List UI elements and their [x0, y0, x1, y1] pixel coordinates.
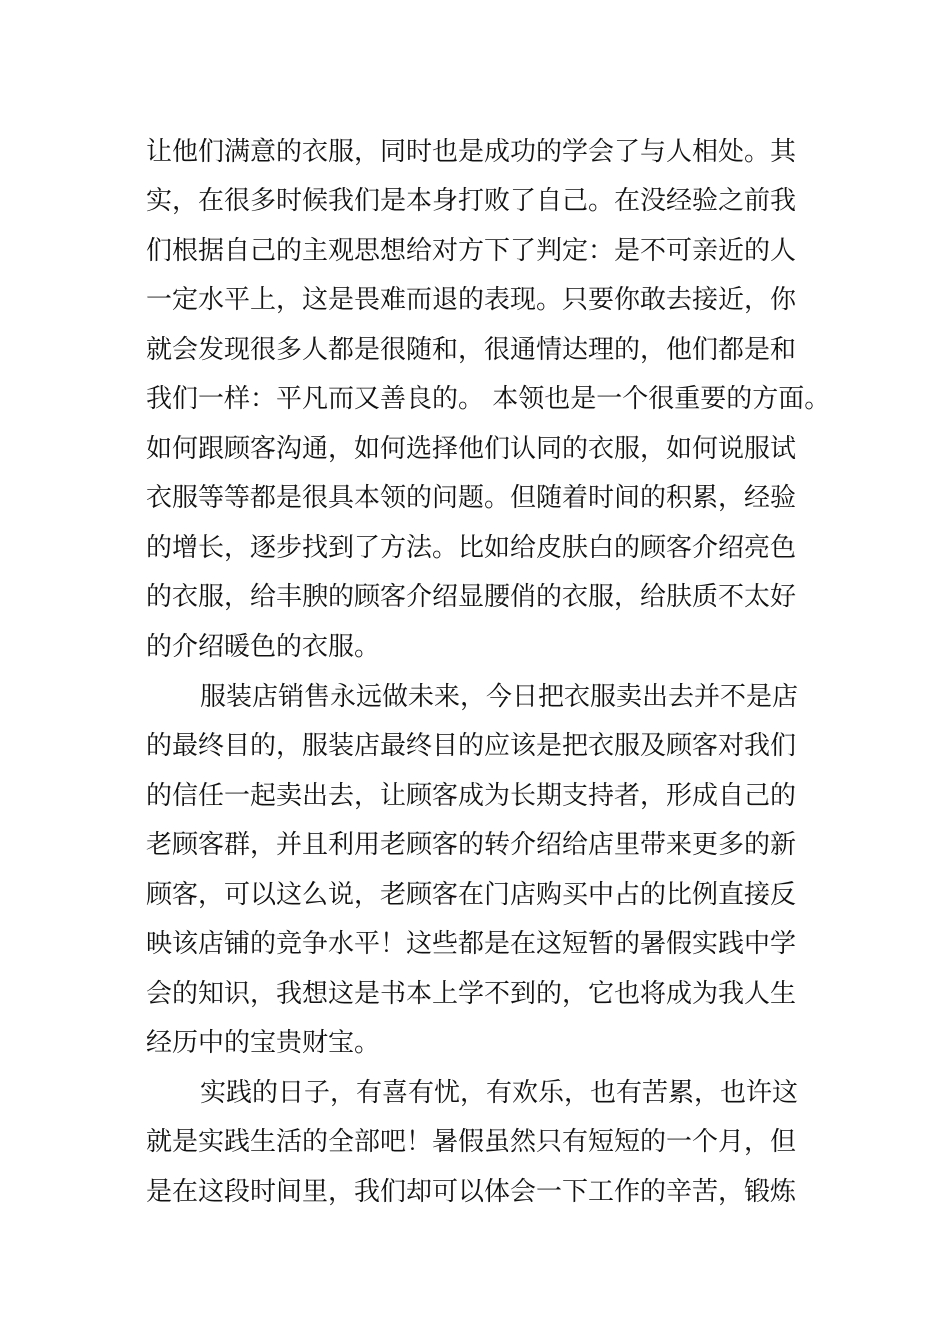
text-line: 就是实践生活的全部吧！暑假虽然只有短短的一个月，但: [146, 1127, 797, 1157]
text-line: 的介绍暖色的衣服。: [146, 632, 381, 662]
text-line: 经历中的宝贵财宝。: [146, 1028, 381, 1058]
paragraph-start-line: 实践的日子，有喜有忧，有欢乐，也有苦累，也许这: [200, 1078, 799, 1108]
text-line: 实，在很多时候我们是本身打败了自己。在没经验之前我: [146, 186, 797, 216]
text-line: 我们一样：平凡而又善良的。 本领也是一个很重要的方面。: [146, 384, 831, 414]
paragraph-start-line: 服装店销售永远做未来，今日把衣服卖出去并不是店: [200, 682, 799, 712]
text-line: 的最终目的，服装店最终目的应该是把衣服及顾客对我们: [146, 731, 797, 761]
text-line: 老顾客群，并且利用老顾客的转介绍给店里带来更多的新: [146, 830, 797, 860]
text-line: 衣服等等都是很具本领的问题。但随着时间的积累，经验: [146, 483, 797, 513]
text-line: 的增长，逐步找到了方法。比如给皮肤白的顾客介绍亮色: [146, 533, 797, 563]
text-line: 是在这段时间里，我们却可以体会一下工作的辛苦，锻炼: [146, 1177, 797, 1207]
text-line: 的信任一起卖出去，让顾客成为长期支持者，形成自己的: [146, 781, 797, 811]
text-line: 就会发现很多人都是很随和，很通情达理的，他们都是和: [146, 335, 797, 365]
text-line: 映该店铺的竞争水平！这些都是在这短暂的暑假实践中学: [146, 929, 797, 959]
text-line: 会的知识，我想这是书本上学不到的，它也将成为我人生: [146, 979, 797, 1009]
text-line: 如何跟顾客沟通，如何选择他们认同的衣服，如何说服试: [146, 434, 797, 464]
text-line: 们根据自己的主观思想给对方下了判定：是不可亲近的人: [146, 236, 797, 266]
text-line: 的衣服，给丰腴的顾客介绍显腰俏的衣服，给肤质不太好: [146, 582, 797, 612]
text-line: 一定水平上，这是畏难而退的表现。只要你敢去接近，你: [146, 285, 797, 315]
text-line: 顾客，可以这么说，老顾客在门店购买中占的比例直接反: [146, 880, 797, 910]
text-line: 让他们满意的衣服，同时也是成功的学会了与人相处。其: [146, 137, 797, 167]
